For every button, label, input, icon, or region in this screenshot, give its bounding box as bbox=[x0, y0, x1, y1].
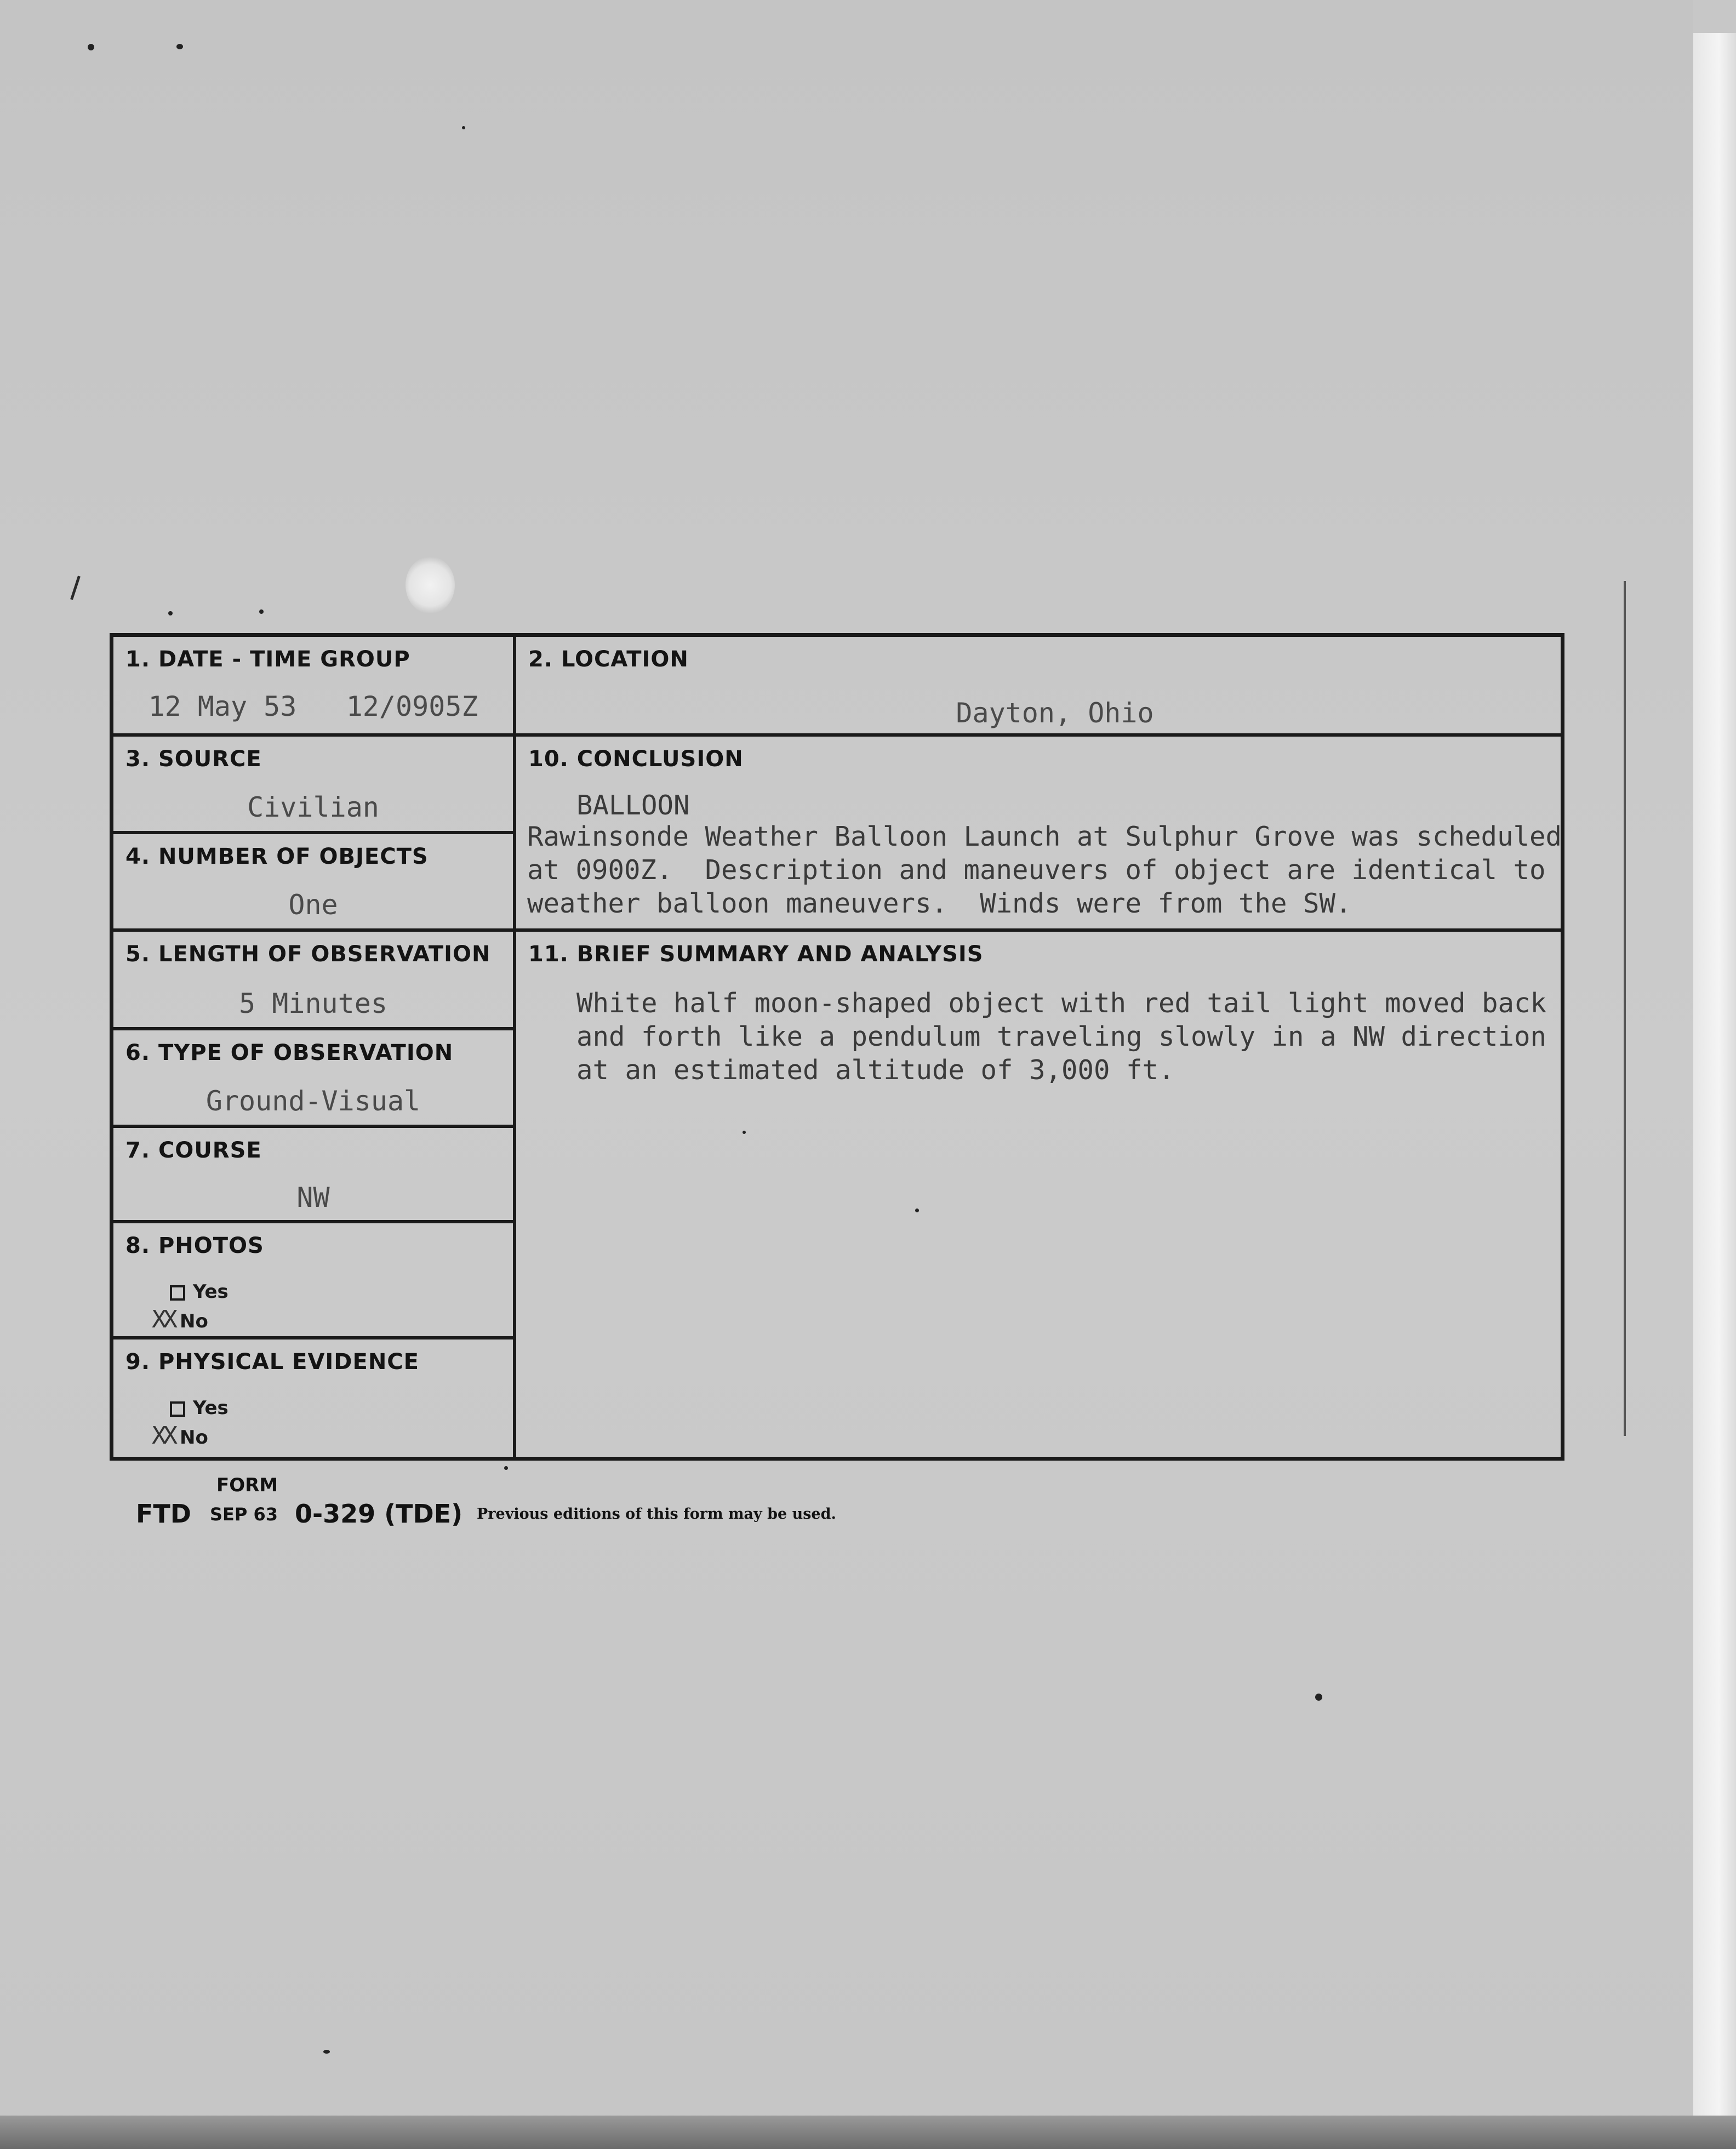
conclusion-line: Rawinsonde Weather Balloon Launch at Sulphur Grove was scheduled bbox=[527, 821, 1562, 852]
photos-yes-checkbox bbox=[170, 1285, 185, 1301]
physical-evidence-no-option bbox=[152, 1422, 208, 1450]
course-value: NW bbox=[296, 1182, 330, 1213]
conclusion-heading: BALLOON bbox=[576, 790, 690, 821]
form-right-column bbox=[516, 637, 1561, 1457]
length-of-observation-cell bbox=[113, 932, 513, 1030]
conclusion-line: weather balloon maneuvers. Winds were from the SW. bbox=[527, 888, 1352, 919]
speck bbox=[462, 126, 465, 129]
footer-note: Previous editions of this form may be used. bbox=[477, 1506, 836, 1523]
location-value: Dayton, Ohio bbox=[956, 697, 1154, 729]
physical-evidence-yes-label: Yes bbox=[193, 1397, 229, 1419]
footer-date-code: SEP 63 bbox=[210, 1504, 278, 1525]
physical-evidence-no-checkmark: XX bbox=[152, 1422, 174, 1450]
footer-form-word: FORM bbox=[216, 1474, 278, 1496]
summary-line: at an estimated altitude of 3,000 ft. bbox=[576, 1054, 1175, 1086]
physical-evidence-label: 9. PHYSICAL EVIDENCE bbox=[125, 1349, 419, 1375]
physical-evidence-yes-option bbox=[165, 1397, 229, 1419]
page-fold-line bbox=[1624, 581, 1626, 1436]
course-label: 7. COURSE bbox=[125, 1138, 262, 1163]
page-right-edge bbox=[1693, 33, 1736, 2116]
photos-yes-option bbox=[165, 1281, 229, 1303]
date-time-group-label: 1. DATE - TIME GROUP bbox=[125, 647, 410, 672]
report-form bbox=[110, 633, 1564, 1461]
location-label: 2. LOCATION bbox=[528, 647, 689, 672]
source-value: Civilian bbox=[247, 791, 379, 823]
source-cell bbox=[113, 737, 513, 834]
speck bbox=[1315, 1694, 1322, 1701]
number-of-objects-cell bbox=[113, 834, 513, 932]
photos-cell bbox=[113, 1223, 513, 1339]
speck bbox=[504, 1466, 508, 1470]
photos-no-option bbox=[152, 1306, 208, 1333]
location-cell bbox=[516, 637, 1561, 737]
physical-evidence-yes-checkbox bbox=[170, 1401, 185, 1417]
source-label: 3. SOURCE bbox=[125, 746, 262, 772]
type-of-observation-cell bbox=[113, 1030, 513, 1128]
photos-no-checkmark: XX bbox=[152, 1306, 174, 1333]
course-cell bbox=[113, 1128, 513, 1223]
paper-spot bbox=[406, 556, 455, 614]
length-of-observation-label: 5. LENGTH OF OBSERVATION bbox=[125, 942, 491, 967]
photos-yes-label: Yes bbox=[193, 1281, 229, 1303]
number-of-objects-label: 4. NUMBER OF OBJECTS bbox=[125, 844, 429, 869]
conclusion-cell bbox=[516, 737, 1561, 932]
type-of-observation-value: Ground-Visual bbox=[205, 1085, 421, 1117]
length-of-observation-value: 5 Minutes bbox=[239, 988, 387, 1019]
summary-label: 11. BRIEF SUMMARY AND ANALYSIS bbox=[528, 942, 984, 967]
number-of-objects-value: One bbox=[288, 889, 338, 921]
page-bottom-edge bbox=[0, 2116, 1736, 2149]
photos-label: 8. PHOTOS bbox=[125, 1233, 264, 1258]
footer-form-number: 0-329 (TDE) bbox=[295, 1499, 463, 1529]
speck bbox=[259, 609, 264, 614]
conclusion-label: 10. CONCLUSION bbox=[528, 746, 744, 772]
physical-evidence-no-label: No bbox=[179, 1427, 208, 1449]
photos-no-label: No bbox=[179, 1310, 208, 1332]
footer-org: FTD bbox=[136, 1499, 191, 1529]
date-time-group-cell bbox=[113, 637, 513, 737]
type-of-observation-label: 6. TYPE OF OBSERVATION bbox=[125, 1040, 454, 1065]
summary-line: White half moon-shaped object with red tail light moved back bbox=[576, 988, 1547, 1019]
speck bbox=[168, 611, 173, 615]
date-time-group-value: 12 May 53 12/0905Z bbox=[148, 691, 478, 722]
summary-line: and forth like a pendulum traveling slowly in a NW direction bbox=[576, 1021, 1547, 1052]
form-left-column bbox=[113, 637, 516, 1457]
conclusion-line: at 0900Z. Description and maneuvers of object are identical to bbox=[527, 854, 1546, 886]
speck bbox=[176, 44, 183, 49]
physical-evidence-cell bbox=[113, 1339, 513, 1464]
speck bbox=[323, 2050, 330, 2054]
summary-cell bbox=[516, 932, 1561, 1464]
speck bbox=[88, 44, 94, 50]
